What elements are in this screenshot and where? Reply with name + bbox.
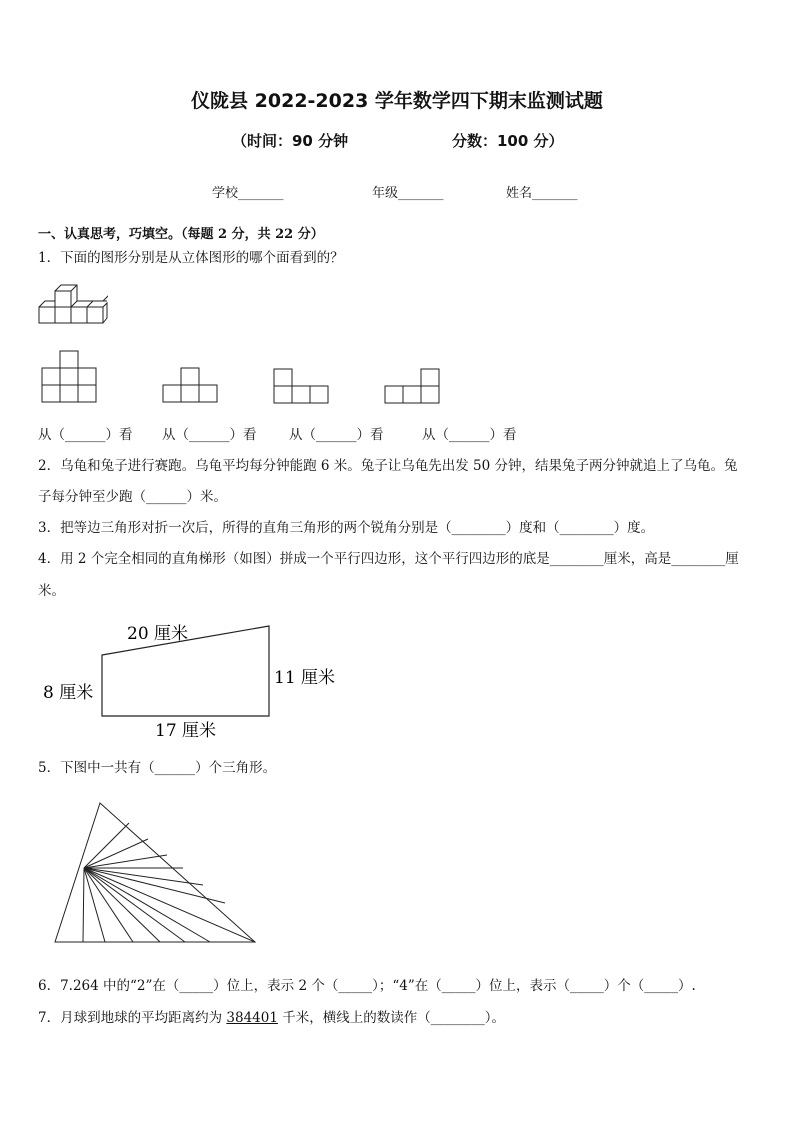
view-figure-2 — [162, 367, 222, 405]
cube-solid-figure — [36, 282, 108, 328]
question-2-line-2: 子每分钟至少跑（______）米。 — [38, 489, 227, 505]
question-1: 1．下面的图形分别是从立体图形的哪个面看到的？ — [38, 250, 344, 266]
question-7-prefix: 7．月球到地球的平均距离约为 — [38, 1010, 227, 1026]
triangle-fan-figure — [50, 800, 265, 950]
name-field: 姓名_______ — [506, 186, 578, 201]
question-4-line-2: 米。 — [38, 583, 65, 599]
answer-view-4: 从（______）看 — [422, 427, 517, 443]
page-title: 仪陇县 2022-2023 学年数学四下期末监测试题 — [191, 90, 603, 112]
question-7-number: 384401 — [226, 1010, 278, 1026]
trapezoid-left-label: 8 厘米 — [43, 683, 94, 703]
view-figure-3 — [272, 368, 332, 406]
question-5: 5．下图中一共有（______）个三角形。 — [38, 760, 277, 776]
answer-view-1: 从（______）看 — [38, 427, 133, 443]
trapezoid-top-label: 20 厘米 — [127, 624, 189, 644]
question-6: 6．7.264 中的“2”在（_____）位上，表示 2 个（_____）；“4”在（_____）位上，表示（_____）个（_____）. — [38, 978, 696, 994]
trapezoid-bottom-label: 17 厘米 — [155, 721, 217, 741]
question-7-suffix: 千米，横线上的数读作（________）。 — [277, 1010, 505, 1026]
question-2-line-1: 2．乌龟和兔子进行赛跑。乌龟平均每分钟能跑 6 米。兔子让乌龟先出发 50 分钟，结果兔子两分钟就追上了乌龟。兔 — [38, 458, 738, 474]
grade-field: 年级_______ — [372, 186, 444, 201]
answer-view-3: 从（______）看 — [289, 427, 384, 443]
view-figure-1 — [40, 350, 100, 404]
view-figure-4 — [383, 368, 443, 406]
exam-time: （时间：90 分钟 — [232, 132, 349, 150]
question-4-line-1: 4．用 2 个完全相同的直角梯形（如图）拼成一个平行四边形，这个平行四边形的底是________厘米，高是________厘 — [38, 551, 739, 567]
trapezoid-figure — [38, 612, 358, 742]
exam-score: 分数：100 分） — [452, 132, 564, 150]
trapezoid-right-label: 11 厘米 — [274, 668, 336, 688]
answer-view-2: 从（______）看 — [162, 427, 257, 443]
section-heading: 一、认真思考，巧填空。（每题 2 分，共 22 分） — [38, 227, 324, 242]
school-field: 学校_______ — [212, 186, 284, 201]
question-3: 3．把等边三角形对折一次后，所得的直角三角形的两个锐角分别是（________）度和（________）度。 — [38, 520, 655, 536]
question-7 — [38, 1008, 505, 1028]
